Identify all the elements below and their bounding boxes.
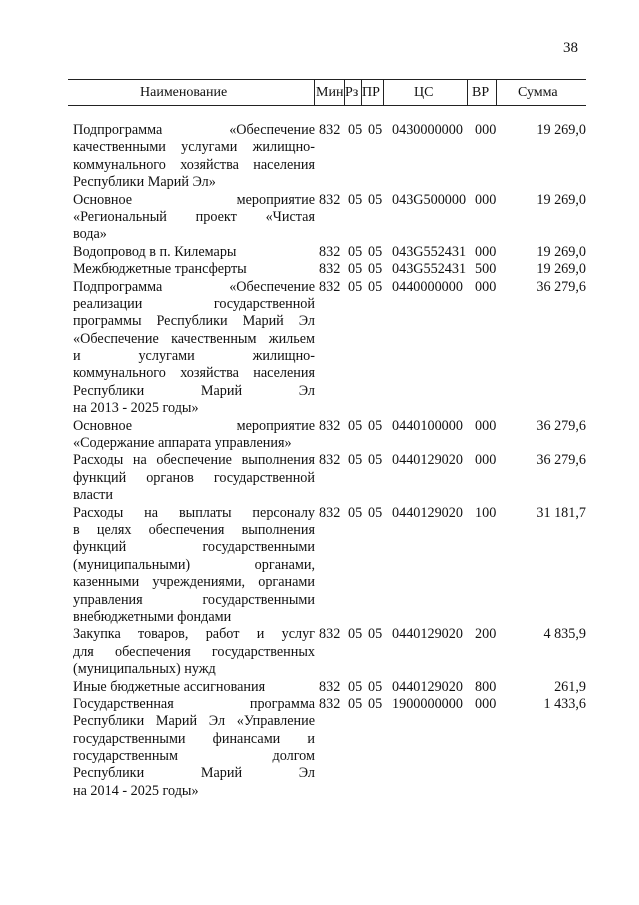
header-top-rule [68, 79, 586, 80]
row-sum: 261,9 [554, 678, 586, 695]
row-min: 832 [319, 626, 341, 643]
row-name [73, 418, 315, 453]
row-name-line: программы Республики Марий Эл [73, 313, 315, 330]
row-vr: 200 [475, 626, 497, 643]
row-rz: 05 [348, 695, 363, 712]
table-row [0, 122, 639, 192]
table-row [0, 452, 639, 504]
header-sum: Сумма [518, 85, 558, 100]
header-pr: ПР [362, 85, 380, 100]
row-name-line: Подпрограмма «Обеспечение [73, 278, 315, 295]
header-bottom-rule [68, 105, 586, 106]
row-name-line: Иные бюджетные ассигнования [73, 678, 266, 695]
row-min: 832 [319, 191, 341, 208]
row-rz: 05 [348, 278, 363, 295]
header-divider [467, 79, 468, 105]
row-sum: 36 279,6 [536, 452, 586, 469]
row-sum: 31 181,7 [536, 504, 586, 521]
row-min: 832 [319, 261, 341, 278]
row-cs: 1900000000 [392, 695, 463, 712]
row-sum: 36 279,6 [536, 417, 586, 434]
row-pr: 05 [368, 191, 383, 208]
row-name-line: Межбюджетные трансферты [73, 261, 247, 278]
row-min: 832 [319, 678, 341, 695]
row-vr: 500 [475, 261, 497, 278]
row-vr: 000 [475, 695, 497, 712]
row-rz: 05 [348, 678, 363, 695]
row-min: 832 [319, 504, 341, 521]
header-divider [496, 79, 497, 105]
row-name-line: «Обеспечение качественным жильем [73, 330, 315, 347]
row-vr: 100 [475, 504, 497, 521]
row-name-line: «Содержание аппарата управления» [73, 435, 292, 452]
row-cs: 0440129020 [392, 504, 463, 521]
table-row [0, 696, 639, 800]
row-pr: 05 [368, 278, 383, 295]
row-name-line: на 2014 - 2025 годы» [73, 782, 199, 799]
row-name-line: функций органов государственной [73, 469, 315, 486]
row-cs: 0440100000 [392, 417, 463, 434]
header-vr: ВР [472, 85, 490, 100]
row-name-line: для обеспечения государственных [73, 643, 315, 660]
row-vr: 000 [475, 278, 497, 295]
row-name [73, 122, 315, 192]
row-cs: 043G552431 [392, 243, 467, 260]
row-rz: 05 [348, 452, 363, 469]
row-rz: 05 [348, 261, 363, 278]
row-sum: 19 269,0 [536, 243, 586, 260]
row-cs: 0430000000 [392, 122, 463, 138]
row-pr: 05 [368, 452, 383, 469]
row-name-line: Республики Марий Эл» [73, 174, 216, 191]
row-cs: 0440000000 [392, 278, 463, 295]
row-name-line: (муниципальными) органами, [73, 556, 315, 573]
row-name-line: Основное мероприятие [73, 417, 315, 434]
row-name [73, 244, 315, 261]
row-vr: 800 [475, 678, 497, 695]
table-body [0, 122, 639, 800]
row-pr: 05 [368, 417, 383, 434]
row-cs: 0440129020 [392, 452, 463, 469]
row-vr: 000 [475, 191, 497, 208]
row-rz: 05 [348, 504, 363, 521]
row-rz: 05 [348, 122, 363, 138]
table-row [0, 279, 639, 418]
row-name-line: Республики Марий Эл [73, 765, 315, 782]
row-name-line: (муниципальных) нужд [73, 661, 216, 678]
row-min: 832 [319, 695, 341, 712]
row-sum: 19 269,0 [536, 191, 586, 208]
row-name-line: Расходы на выплаты персоналу [73, 504, 315, 521]
row-vr: 000 [475, 417, 497, 434]
row-name [73, 192, 315, 244]
row-name [73, 261, 315, 278]
row-name-line: управления государственными [73, 591, 315, 608]
row-name-line: Водопровод в п. Килемары [73, 243, 237, 260]
header-cs: ЦС [414, 85, 434, 100]
row-name-line: функций государственными [73, 539, 315, 556]
row-min: 832 [319, 122, 341, 138]
row-name-line: «Региональный проект «Чистая [73, 208, 315, 225]
header-divider [314, 79, 315, 105]
row-min: 832 [319, 278, 341, 295]
row-name-line: вода» [73, 226, 107, 243]
table-row [0, 626, 639, 678]
row-name-line: Республики Марий Эл «Управление [73, 713, 315, 730]
row-cs: 0440129020 [392, 678, 463, 695]
row-name-line: Расходы на обеспечение выполнения [73, 452, 315, 469]
header-min: Мин [316, 85, 344, 100]
row-name-line: внебюджетными фондами [73, 608, 232, 625]
row-name-line: Республики Марий Эл [73, 382, 315, 399]
row-name-line: государственными финансами и [73, 730, 315, 747]
row-min: 832 [319, 417, 341, 434]
row-sum: 19 269,0 [536, 261, 586, 278]
row-pr: 05 [368, 243, 383, 260]
row-name [73, 279, 315, 418]
row-vr: 000 [475, 452, 497, 469]
row-cs: 0440129020 [392, 626, 463, 643]
row-min: 832 [319, 243, 341, 260]
row-name-line: власти [73, 487, 113, 504]
row-name-line: Закупка товаров, работ и услуг [73, 626, 315, 643]
row-sum: 19 269,0 [536, 122, 586, 138]
row-rz: 05 [348, 191, 363, 208]
row-name-line: Подпрограмма «Обеспечение [73, 122, 315, 138]
row-sum: 1 433,6 [543, 695, 586, 712]
row-name-line: на 2013 - 2025 годы» [73, 400, 199, 417]
row-name-line: казенными учреждениями, органами [73, 574, 315, 591]
row-name [73, 505, 315, 627]
row-rz: 05 [348, 626, 363, 643]
row-name-line: государственным долгом [73, 748, 315, 765]
table-row [0, 679, 639, 696]
table-row [0, 244, 639, 261]
header-divider [383, 79, 384, 105]
row-name-line: реализации государственной [73, 295, 315, 312]
row-name-line: коммунального хозяйства населения [73, 156, 315, 173]
row-rz: 05 [348, 243, 363, 260]
row-rz: 05 [348, 417, 363, 434]
table-row [0, 505, 639, 627]
row-name-line: Основное мероприятие [73, 191, 315, 208]
row-name-line: Государственная программа [73, 695, 315, 712]
row-pr: 05 [368, 695, 383, 712]
row-name-line: в целях обеспечения выполнения [73, 521, 315, 538]
row-name-line: коммунального хозяйства населения [73, 365, 315, 382]
header-name: Наименование [140, 85, 228, 100]
row-name [73, 452, 315, 504]
row-pr: 05 [368, 504, 383, 521]
row-min: 832 [319, 452, 341, 469]
row-pr: 05 [368, 626, 383, 643]
row-name [73, 696, 315, 800]
row-sum: 4 835,9 [543, 626, 586, 643]
row-sum: 36 279,6 [536, 278, 586, 295]
row-cs: 043G500000 [392, 191, 467, 208]
table-row [0, 261, 639, 278]
row-name-line: качественными услугами жилищно- [73, 139, 315, 156]
row-vr: 000 [475, 243, 497, 260]
table-row [0, 418, 639, 453]
row-pr: 05 [368, 678, 383, 695]
table-row [0, 192, 639, 244]
row-pr: 05 [368, 122, 383, 138]
header-rz: Рз [345, 85, 359, 100]
row-name [73, 679, 315, 696]
row-pr: 05 [368, 261, 383, 278]
page-number: 38 [563, 40, 578, 56]
row-vr: 000 [475, 122, 497, 138]
row-name-line: и услугами жилищно- [73, 348, 315, 365]
row-cs: 043G552431 [392, 261, 467, 278]
row-name [73, 626, 315, 678]
